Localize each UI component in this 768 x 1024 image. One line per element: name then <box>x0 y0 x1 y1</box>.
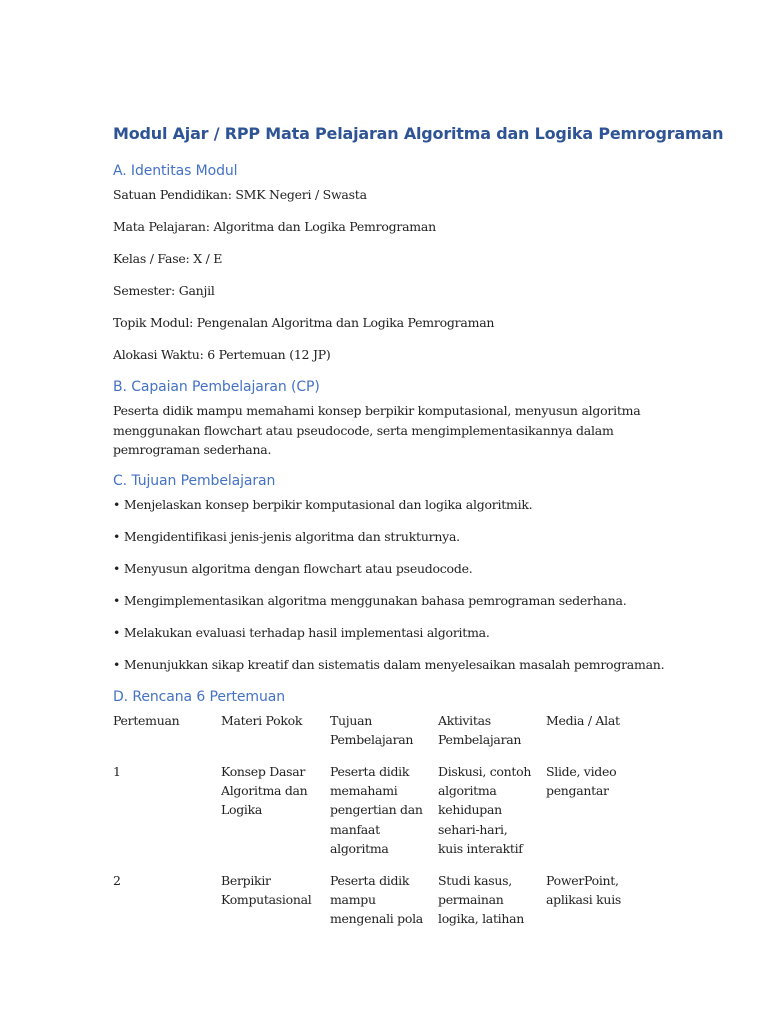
table-cell-media: PowerPoint, aplikasi kuis <box>546 873 622 908</box>
table-cell-media: Slide, video pengantar <box>546 764 617 799</box>
table-cell-activity: Diskusi, contoh algoritma kehidupan sehari-hari, kuis interaktif <box>438 764 532 856</box>
section-d-heading: D. Rencana 6 Pertemuan <box>113 689 285 705</box>
objective-item: • Mengidentifikasi jenis-jenis algoritma dan strukturnya. <box>113 529 460 544</box>
objective-item: • Mengimplementasikan algoritma menggunakan bahasa pemrograman sederhana. <box>113 593 627 608</box>
table-cell-meeting: 1 <box>113 764 121 779</box>
table-cell-objective: Peserta didik memahami pengertian dan manfaat algoritma <box>330 764 423 856</box>
table-header-cell: Aktivitas Pembelajaran <box>438 713 522 748</box>
table-cell-meeting: 2 <box>113 873 121 888</box>
paragraph-line: menggunakan flowchart atau pseudocode, serta mengimplementasikannya dalam <box>113 422 614 438</box>
table-header-cell: Media / Alat <box>546 713 620 728</box>
identity-line-subject: Mata Pelajaran: Algoritma dan Logika Pemrograman <box>113 219 436 234</box>
identity-line-topic: Topik Modul: Pengenalan Algoritma dan Logika Pemrograman <box>113 315 495 330</box>
identity-line-class: Kelas / Fase: X / E <box>113 251 223 266</box>
objective-item: • Menjelaskan konsep berpikir komputasional dan logika algoritmik. <box>113 497 533 512</box>
paragraph-line: Peserta didik mampu memahami konsep berpikir komputasional, menyusun algoritma <box>113 403 641 418</box>
table-header-cell: Materi Pokok <box>221 713 303 728</box>
section-c-heading: C. Tujuan Pembelajaran <box>113 473 276 489</box>
objective-item: • Menyusun algoritma dengan flowchart atau pseudocode. <box>113 561 473 576</box>
identity-line-semester: Semester: Ganjil <box>113 283 215 298</box>
section-a-heading: A. Identitas Modul <box>113 163 238 179</box>
table-cell-material: Berpikir Komputasional <box>221 873 312 908</box>
table-header-cell: Tujuan Pembelajaran <box>330 713 414 748</box>
table-cell-objective: Peserta didik mampu mengenali pola <box>330 873 423 927</box>
table-header-cell: Pertemuan <box>113 713 180 728</box>
section-b-heading: B. Capaian Pembelajaran (CP) <box>113 379 320 395</box>
learning-outcome-paragraph <box>113 401 673 460</box>
identity-line-time: Alokasi Waktu: 6 Pertemuan (12 JP) <box>113 347 331 362</box>
table-cell-activity: Studi kasus, permainan logika, latihan <box>438 873 525 927</box>
document-title: Modul Ajar / RPP Mata Pelajaran Algoritma dan Logika Pemrograman <box>113 124 724 143</box>
table-cell-material: Konsep Dasar Algoritma dan Logika <box>221 764 308 818</box>
objective-item: • Melakukan evaluasi terhadap hasil implementasi algoritma. <box>113 625 490 640</box>
paragraph-line: pemrograman sederhana. <box>113 442 272 457</box>
identity-line-school: Satuan Pendidikan: SMK Negeri / Swasta <box>113 187 367 202</box>
objective-item: • Menunjukkan sikap kreatif dan sistematis dalam menyelesaikan masalah pemrograman. <box>113 657 665 672</box>
